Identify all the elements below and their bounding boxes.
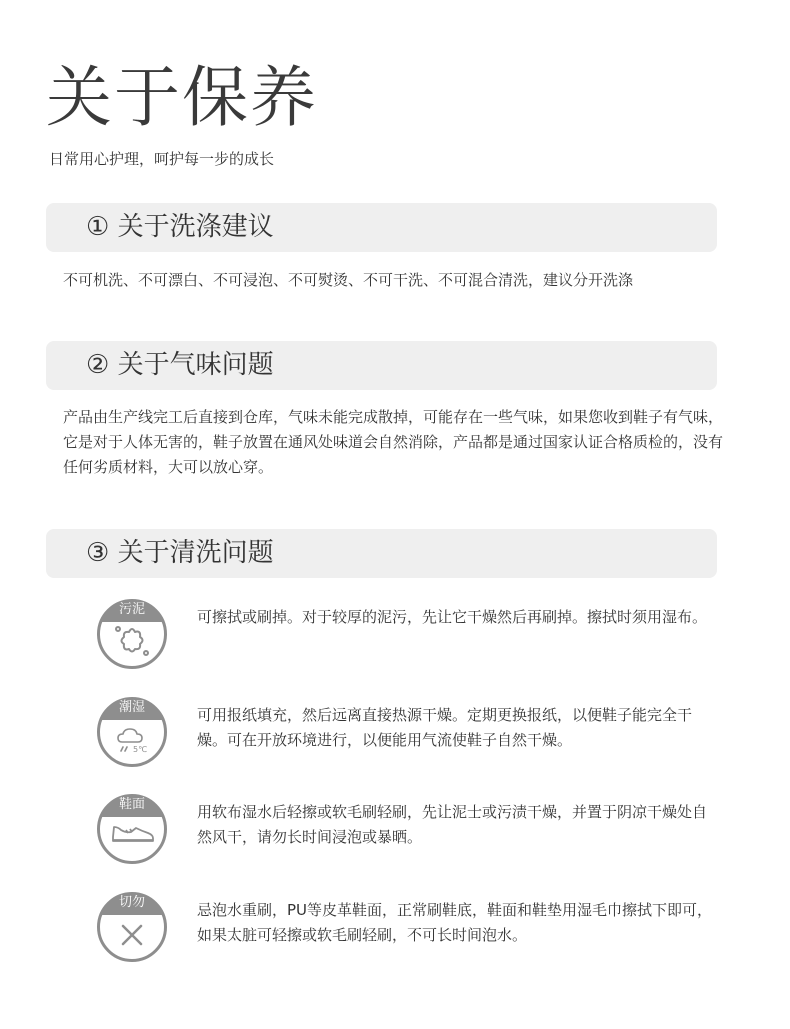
care-item-text: 可擦拭或刷掉。对于较厚的泥污，先让它干燥然后再刷掉。擦拭时须用湿布。 <box>197 608 708 626</box>
section-header-washing <box>46 203 717 252</box>
care-badge <box>96 891 168 963</box>
care-badge <box>96 696 168 768</box>
badge-label: 切勿 <box>118 895 145 910</box>
care-item-text: 用软布湿水后轻擦或软毛刷轻刷，先让泥士或污渍干燥，并置于阴凉干燥处自然风干，请勿长时间浸泡或暴晒。 <box>197 803 708 846</box>
page-subtitle: 日常用心护理，呵护每一步的成长 <box>49 150 275 168</box>
care-item-upper <box>96 793 726 865</box>
section-title: ① 关于洗涤建议 <box>86 212 274 242</box>
care-item-avoid <box>96 891 726 963</box>
badge-label: 污泥 <box>118 602 145 617</box>
section-title: ③ 关于清洗问题 <box>86 538 274 568</box>
care-badge <box>96 598 168 670</box>
care-item-text: 可用报纸填充，然后远离直接热源干燥。定期更换报纸，以便鞋子能完全干燥。可在开放环境进行，以便能用气流使鞋子自然干燥。 <box>197 706 693 749</box>
section-title: ② 关于气味问题 <box>86 350 274 380</box>
badge-label: 潮湿 <box>118 700 145 715</box>
odor-text: 产品由生产线完工后直接到仓库，气味未能完成散掉，可能存在一些气味，如果您收到鞋子有气味，它是对于人体无害的，鞋子放置在通风处味道会自然消除，产品都是通过国家认证合格质检的，没有任何劣质材料，大可以放心穿。 <box>63 408 724 476</box>
washing-advice-text: 不可机洗、不可漂白、不可浸泡、不可熨烫、不可干洗、不可混合清洗，建议分开洗涤 <box>63 271 634 289</box>
section-header-cleaning <box>46 529 717 578</box>
section-header-odor <box>46 341 717 390</box>
badge-label: 鞋面 <box>118 797 145 812</box>
svg-text:5℃: 5℃ <box>133 745 148 754</box>
care-item-damp <box>96 696 726 768</box>
page-title: 关于保养 <box>46 59 318 136</box>
care-item-text: 忌泡水重刷，PU等皮革鞋面，正常刷鞋底，鞋面和鞋垫用湿毛巾擦拭下即可，如果太脏可轻擦或软毛刷轻刷，不可长时间泡水。 <box>197 901 713 944</box>
care-item-mud <box>96 598 726 670</box>
care-badge <box>96 793 168 865</box>
